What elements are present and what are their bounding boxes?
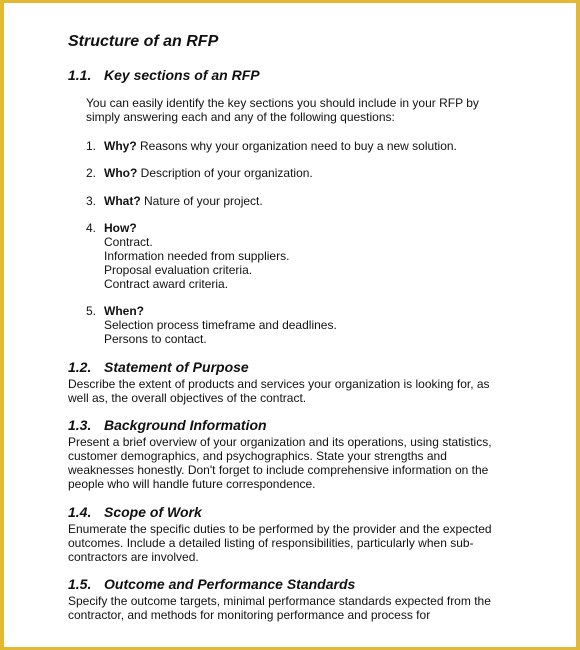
section-intro: You can easily identify the key sections you should include in your RFP by simply answering each and any of the following questions: <box>86 96 479 124</box>
list-question: Who? <box>104 166 138 180</box>
list-item-how <box>86 221 506 235</box>
section-heading-scope-of-work <box>68 504 202 520</box>
section-title: Outcome and Performance Standards <box>104 576 356 592</box>
list-question: How? <box>104 221 137 235</box>
list-item-when <box>86 304 506 318</box>
section-title: Scope of Work <box>104 504 202 520</box>
section-heading-background-information <box>68 417 267 433</box>
list-number: 3. <box>86 194 97 208</box>
section-body: Enumerate the specific duties to be performed by the provider and the expected outcomes. Include a detailed listing of responsibilities, particularly when sub-contractors are involved. <box>68 522 492 564</box>
document-title: Structure of an RFP <box>68 33 219 50</box>
list-item-who <box>86 166 506 180</box>
list-question: When? <box>104 304 144 318</box>
list-subitem: Information needed from suppliers. <box>104 249 290 263</box>
list-text: Reasons why your organization need to buy a new solution. <box>136 139 457 153</box>
section-title: Background Information <box>104 417 267 433</box>
list-number: 2. <box>86 166 97 180</box>
section-number: 1.1. <box>68 67 92 83</box>
section-title: Statement of Purpose <box>104 359 249 375</box>
list-number: 4. <box>86 221 97 235</box>
section-number: 1.5. <box>68 576 92 592</box>
section-body: Present a brief overview of your organization and its operations, using statistics, customer demographics, and psychographics. State your strengths and weaknesses honestly. Don't forget to include comprehensive information on the people who will handle future correspondence. <box>68 435 492 491</box>
section-heading-key-sections <box>68 67 260 83</box>
list-text: Description of your organization. <box>137 166 313 180</box>
list-text: Nature of your project. <box>140 194 263 208</box>
list-subitem: Contract award criteria. <box>104 277 229 291</box>
list-question: Why? <box>104 139 137 153</box>
section-body: Describe the extent of products and services your organization is looking for, as well as, the overall objectives of the contract. <box>68 377 490 405</box>
list-question: What? <box>104 194 141 208</box>
list-subitem: Contract. <box>104 235 153 249</box>
section-number: 1.4. <box>68 504 92 520</box>
list-number: 5. <box>86 304 97 318</box>
list-subitem: Selection process timeframe and deadlines. <box>104 318 337 332</box>
list-subitem: Proposal evaluation criteria. <box>104 263 253 277</box>
list-item-what <box>86 194 506 208</box>
section-title: Key sections of an RFP <box>104 67 260 83</box>
section-heading-outcome-performance <box>68 576 355 592</box>
list-number: 1. <box>86 139 97 153</box>
section-number: 1.3. <box>68 417 92 433</box>
list-subitem: Persons to contact. <box>104 332 207 346</box>
document-page <box>4 3 576 647</box>
section-body: Specify the outcome targets, minimal performance standards expected from the contractor, and methods for monitoring performance and process for <box>68 594 491 622</box>
section-number: 1.2. <box>68 359 92 375</box>
list-item-why <box>86 139 506 153</box>
section-heading-statement-of-purpose <box>68 359 249 375</box>
